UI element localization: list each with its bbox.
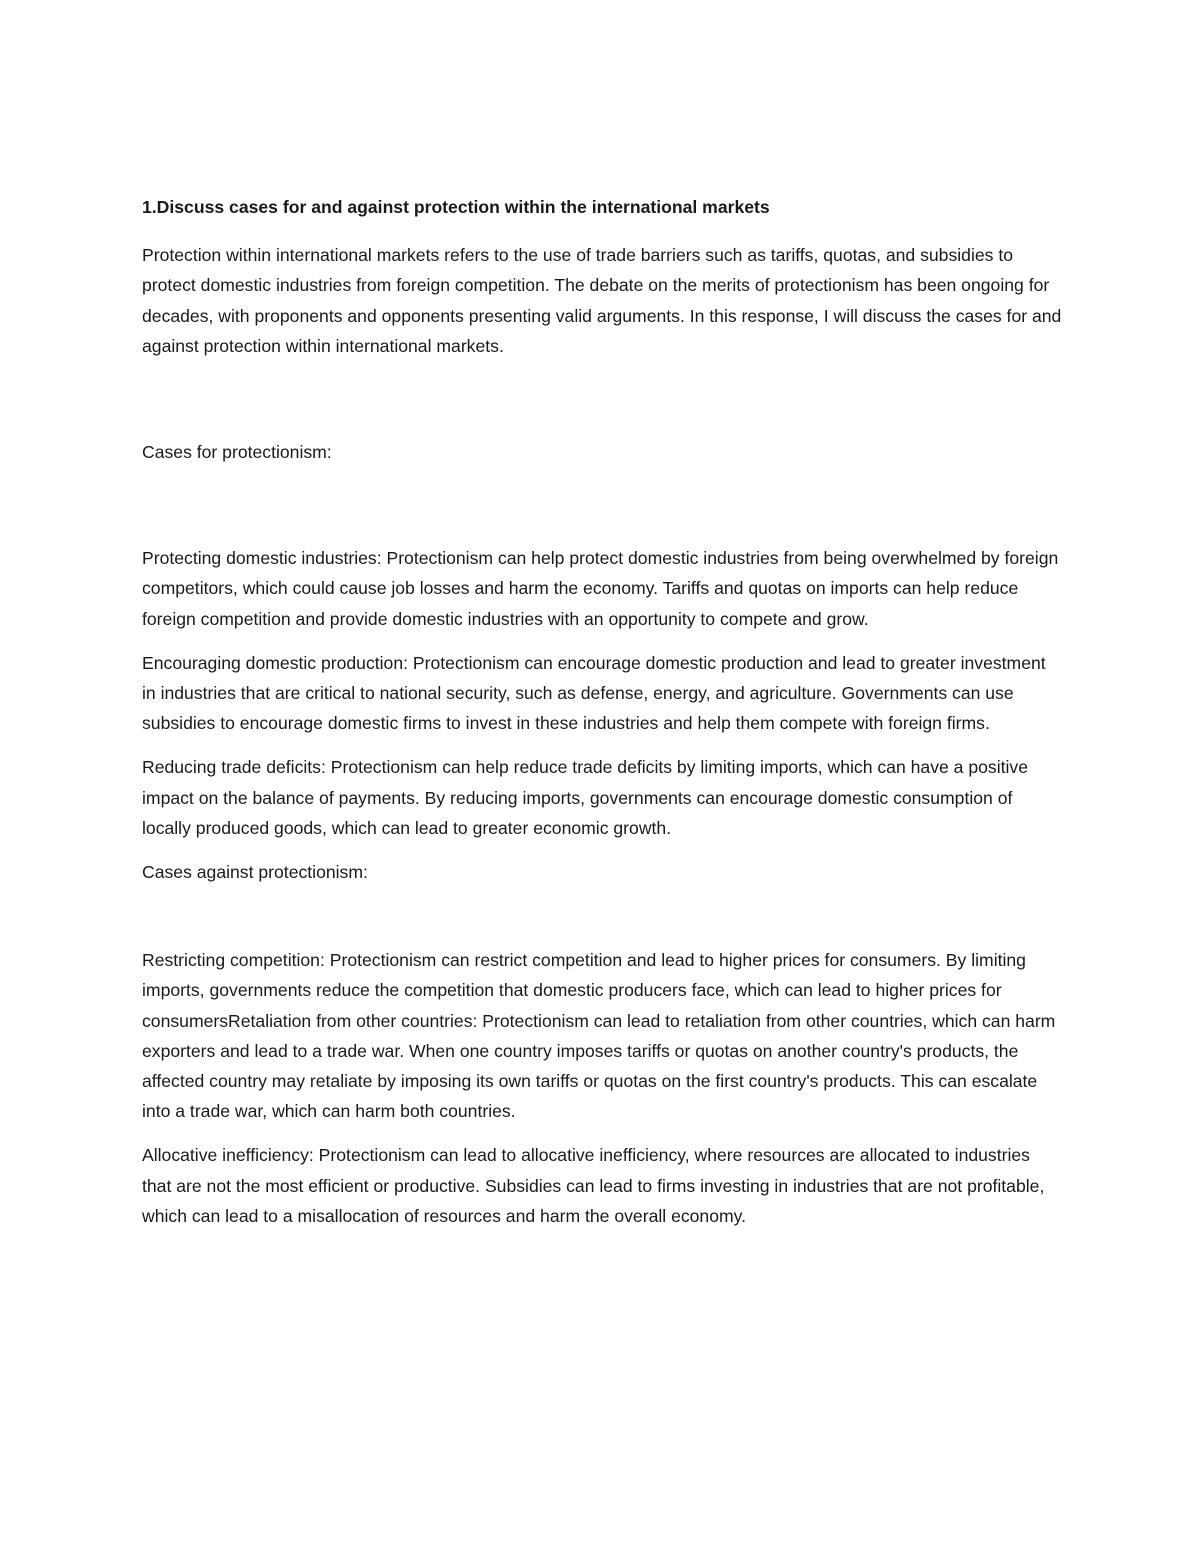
intro-paragraph: Protection within international markets refers to the use of trade barriers such as tariffs, quotas, and subsidies to protect domestic industries from foreign competition. The debate on the merits of protectionism has been ongoing for decades, with proponents and opponents presenting valid arguments. In this response, I will discuss the cases for and against protection within international markets. (142, 245, 1062, 356)
cases-against-paragraph: Allocative inefficiency: Protectionism can lead to allocative inefficiency, where resources are allocated to industries that are not the most efficient or productive. Subsidies can lead to firms investing in industries that are not profitable, which can lead to a misallocation of resources and harm the overall economy. (142, 1145, 1045, 1226)
document-title: 1.Discuss cases for and against protection within the international markets (142, 197, 770, 217)
cases-against-heading: Cases against protectionism: (142, 862, 368, 883)
spacer (142, 887, 1062, 945)
spacer (142, 634, 1062, 648)
spacer (142, 1126, 1062, 1140)
cases-for-paragraph: Protecting domestic industries: Protectionism can help protect domestic industries from being overwhelmed by foreign competitors, which could cause job losses and harm the economy. Tariffs and quotas on imports can help reduce foreign competition and provide domestic industries with an opportunity to compete and grow. (142, 548, 1059, 629)
cases-for-paragraph: Encouraging domestic production: Protectionism can encourage domestic production and lead to greater investment in industries that are critical to national security, such as defense, energy, and agriculture. Governments can use subsidies to encourage domestic firms to invest in these industries and help them compete with foreign firms. (142, 652, 1046, 734)
cases-for-paragraph: Reducing trade deficits: Protectionism can help reduce trade deficits by limiting imports, which can have a positive impact on the balance of payments. By reducing imports, governments can encourage domestic consumption of locally produced goods, which can lead to greater economic growth. (142, 757, 1028, 838)
document-body (142, 192, 1062, 1231)
spacer (142, 361, 1062, 437)
spacer (142, 467, 1062, 543)
spacer (142, 738, 1062, 752)
cases-for-heading: Cases for protectionism: (142, 442, 332, 463)
spacer (142, 843, 1062, 857)
cases-against-paragraph: Restricting competition: Protectionism can restrict competition and lead to higher prices for consumers. By limiting imports, governments reduce the competition that domestic producers face, which can lead to higher prices for consumersRetaliation from other countries: Protectionism can lead to retaliation from other countries, which can harm exporters and lead to a trade war. When one country imposes tariffs or quotas on another country's products, the affected country may retaliate by imposing its own tariffs or quotas on the first country's products. This can escalate into a trade war, which can harm both countries. (142, 950, 1056, 1122)
